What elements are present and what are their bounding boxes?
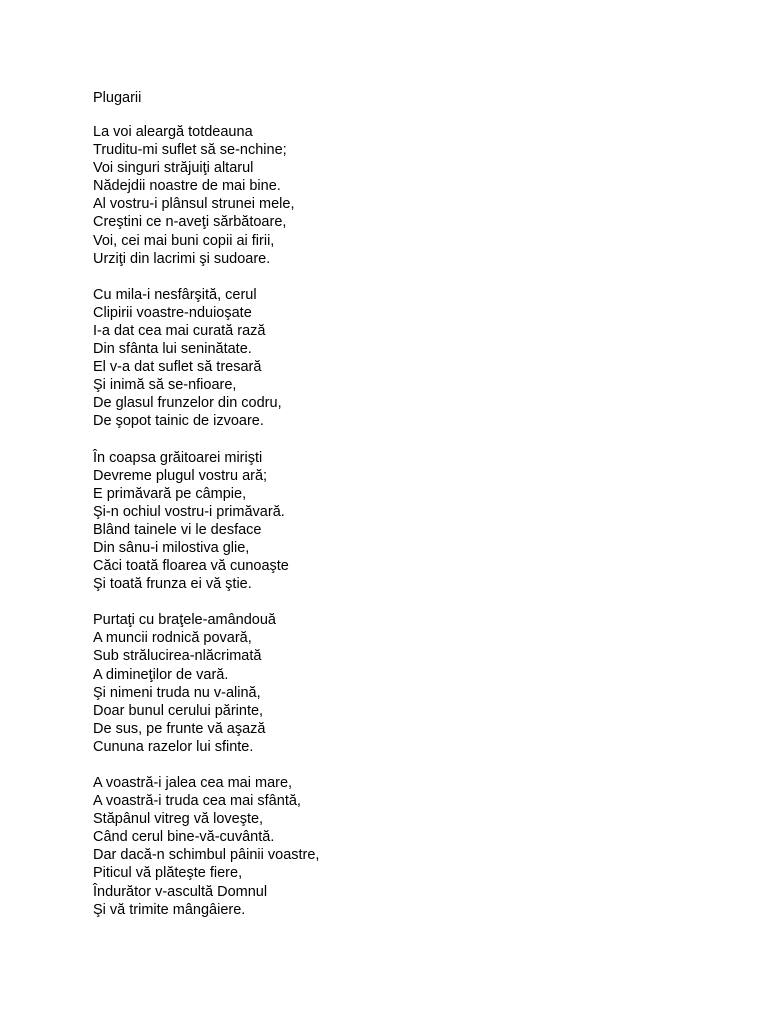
poem-line: Al vostru-i plânsul strunei mele, [93,196,295,213]
poem-line: Şi toată frunza ei vă ştie. [93,576,252,593]
poem-line: Când cerul bine-vă-cuvântă. [93,829,275,846]
poem-line: Din sânu-i milostiva glie, [93,539,250,556]
poem-body [93,123,733,937]
poem-line: Dar dacă-n schimbul pâinii voastre, [93,847,320,864]
poem-line: Stăpânul vitreg vă loveşte, [93,811,264,828]
poem-line: Truditu-mi suflet să se-nchine; [93,142,287,159]
poem-line: Devreme plugul vostru ară; [93,467,268,484]
poem-line: Blând tainele vi le desface [93,521,262,538]
poem-line: Urziţi din lacrimi şi sudoare. [93,250,271,267]
poem-line: A voastră-i truda cea mai sfântă, [93,793,301,810]
poem-line: De şopot tainic de izvoare. [93,413,264,430]
poem-line: Doar bunul cerului părinte, [93,702,264,719]
poem-line: A dimineţilor de vară. [93,666,229,683]
poem-line: Nădejdii noastre de mai bine. [93,178,281,195]
poem-line: Voi singuri străjuiţi altarul [93,160,254,177]
poem-line: Cu mila-i nesfârşită, cerul [93,286,257,303]
poem-line: De sus, pe frunte vă aşază [93,720,266,737]
poem-line: De glasul frunzelor din codru, [93,395,282,412]
poem-line: Piticul vă plăteşte fiere, [93,865,243,882]
poem-line: La voi aleargă totdeauna [93,124,253,140]
stanza-2 [93,286,733,431]
stanza-5 [93,774,733,919]
poem-line: A muncii rodnică povară, [93,630,252,647]
poem-line: A voastră-i jalea cea mai mare, [93,775,293,791]
stanza-3 [93,449,733,594]
poem-line: Şi nimeni truda nu v-alină, [93,684,261,701]
poem-line: Clipirii voastre-nduioşate [93,304,252,321]
poem-line: Îndurător v-ascultă Domnul [93,883,268,900]
poem-line: În coapsa grăitoarei mirişti [93,449,263,466]
poem-line: Purtaţi cu braţele-amândouă [93,612,276,629]
poem-line: Căci toată floarea vă cunoaşte [93,558,289,575]
poem-line: Creştini ce n-aveţi sărbătoare, [93,214,287,231]
poem-line: Şi vă trimite mângâiere. [93,901,246,918]
stanza-4 [93,611,733,756]
stanza-1 [93,123,733,268]
poem-line: E primăvară pe câmpie, [93,485,247,502]
poem-line: Cununa razelor lui sfinte. [93,738,254,755]
poem-line: Şi-n ochiul vostru-i primăvară. [93,503,285,520]
poem-line: I-a dat cea mai curată rază [93,322,266,339]
poem-line: Sub strălucirea-nlăcrimată [93,648,262,665]
poem-line: El v-a dat suflet să tresară [93,359,262,376]
poem-title: Plugarii [93,90,142,106]
poem-line: Voi, cei mai buni copii ai firii, [93,232,275,249]
poem-line: Şi inimă să se-nfioare, [93,377,237,394]
poem-line: Din sfânta lui seninătate. [93,341,252,358]
